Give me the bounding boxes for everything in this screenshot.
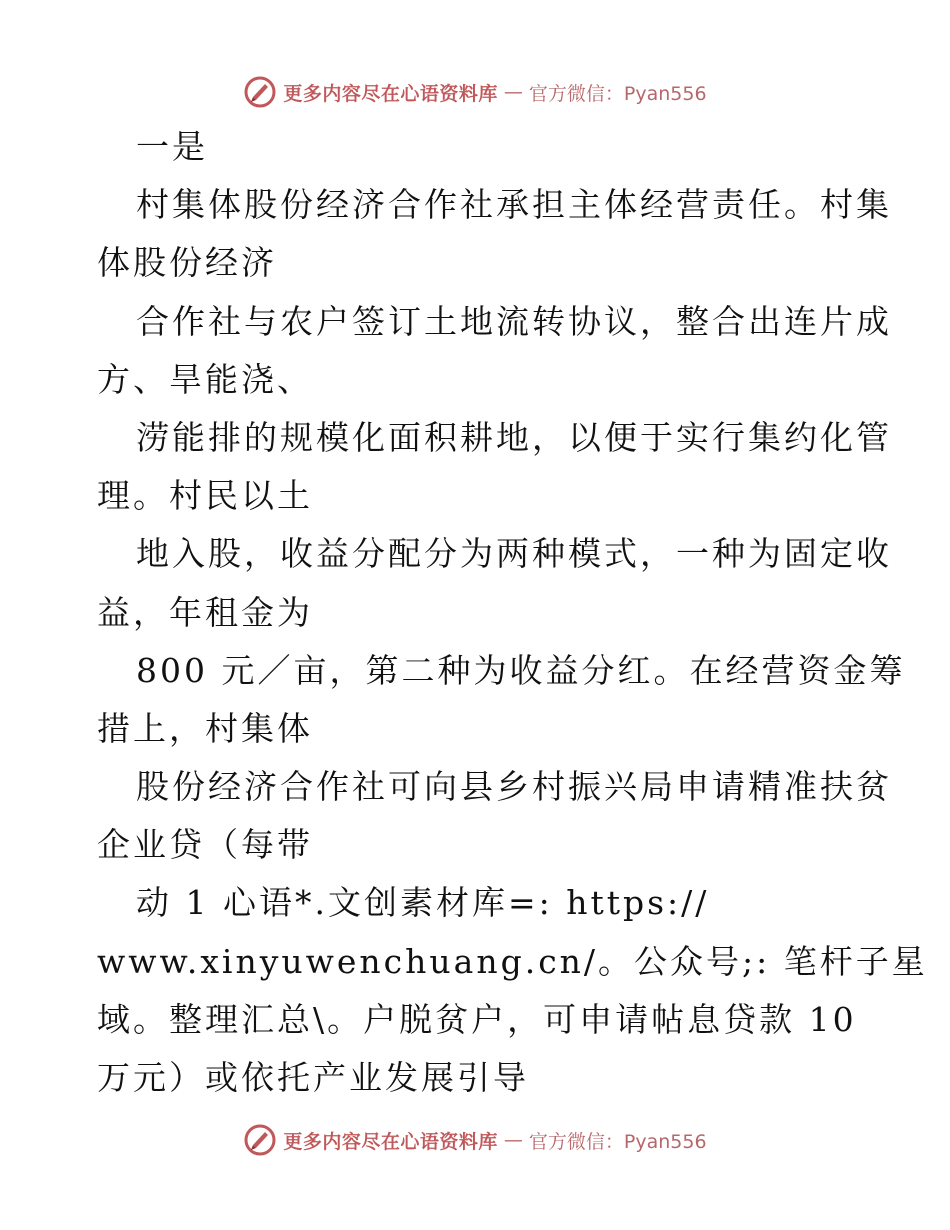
watermark-text: 更多内容尽在心语资料库	[283, 82, 498, 105]
text-line: 理。村民以土	[97, 476, 313, 516]
footer-watermark	[0, 1120, 950, 1160]
text-line: 方、旱能浇、	[97, 359, 313, 399]
watermark-wechat: 官方微信：Pyan556	[528, 82, 707, 105]
brand-logo-icon	[243, 75, 277, 109]
brand-logo-icon	[243, 1123, 277, 1157]
watermark-wechat: 官方微信：Pyan556	[528, 1130, 707, 1153]
text-line: 企业贷（每带	[97, 825, 313, 865]
text-line: 合作社与农户签订土地流转协议，整合出连片成	[136, 301, 892, 341]
text-line: 域。整理汇总\。户脱贫户，可申请帖息贷款 10	[97, 999, 857, 1039]
text-line: 村集体股份经济合作社承担主体经营责任。村集	[136, 185, 892, 225]
header-watermark	[0, 72, 950, 112]
watermark-separator: —	[503, 81, 523, 103]
text-line: 益，年租金为	[97, 592, 313, 632]
watermark-text: 更多内容尽在心语资料库	[283, 1130, 498, 1153]
document-body	[97, 118, 928, 1107]
text-line: 800 元／亩，第二种为收益分红。在经营资金筹	[136, 650, 906, 690]
text-line: 体股份经济	[97, 243, 277, 283]
text-line: 措上，村集体	[97, 708, 313, 748]
text-line: www.xinyuwenchuang.cn/。公众号;: 笔杆子星	[97, 941, 928, 981]
watermark-separator: —	[503, 1129, 523, 1151]
text-line: 一是	[136, 127, 208, 166]
text-line: 动 1 心语*.文创素材库=: https://	[136, 883, 710, 923]
text-line: 地入股，收益分配分为两种模式，一种为固定收	[136, 534, 892, 574]
text-line: 涝能排的规模化面积耕地，以便于实行集约化管	[136, 417, 892, 457]
text-line: 股份经济合作社可向县乡村振兴局申请精准扶贫	[136, 767, 892, 807]
text-line: 万元）或依托产业发展引导	[97, 1058, 529, 1097]
